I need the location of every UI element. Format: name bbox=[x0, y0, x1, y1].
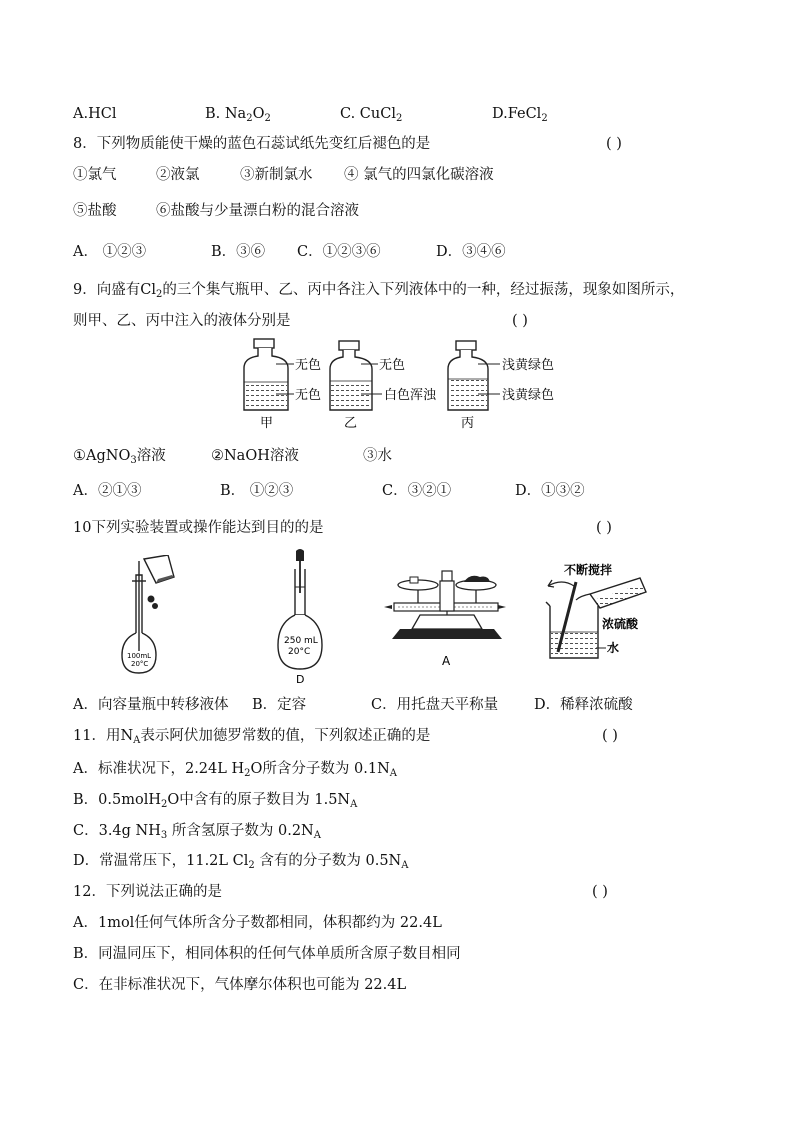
bottle-yi-top-label: 无色 bbox=[379, 358, 406, 373]
q7-option-b: B. $Na_2O_2$ bbox=[205, 106, 271, 124]
q7-option-c: C. CuCl$_2$ bbox=[340, 106, 403, 124]
bottle-bing-top-label: 浅黄绿色 bbox=[502, 358, 555, 373]
q12-stem: 12．下列说法正确的是 bbox=[73, 884, 222, 900]
q9-bottles-figure bbox=[236, 338, 566, 434]
q10-choice-b: B．定容 bbox=[252, 697, 307, 713]
q9-choice-a: A．②①③ bbox=[73, 483, 142, 499]
q8-choice-c: C．①②③⑥ bbox=[297, 244, 381, 260]
q8-item-6: ⑥盐酸与少量漂白粉的混合溶液 bbox=[156, 203, 359, 219]
q8-answer-paren: ( ) bbox=[606, 136, 622, 152]
q11-choice-c: C．3.4g $NH_3$ 所含氢原子数为 $0.2N_A$ bbox=[73, 823, 321, 841]
stir-label: 不断搅拌 bbox=[564, 563, 613, 577]
q8-item-3: ③新制氯水 bbox=[240, 167, 313, 183]
q8-item-4: ④ 氯气的四氯化碳溶液 bbox=[344, 167, 494, 183]
transfer-liquid-figure bbox=[118, 555, 184, 679]
bottle-bing-bottom-label: 浅黄绿色 bbox=[502, 388, 555, 403]
q8-item-2: ②液氯 bbox=[156, 167, 200, 183]
q11-answer-paren: ( ) bbox=[602, 728, 618, 744]
q10-choice-d: D．稀释浓硫酸 bbox=[534, 697, 633, 713]
q10-answer-paren: ( ) bbox=[596, 520, 612, 536]
q11-choice-d: D．常温常压下，11.2L $Cl_2$ 含有的分子数为 $0.5N_A$ bbox=[73, 853, 409, 871]
water-label: 水 bbox=[607, 641, 620, 655]
dilute-acid-figure bbox=[540, 556, 660, 666]
q8-choice-d: D．③④⑥ bbox=[436, 244, 506, 260]
balance-figure bbox=[380, 567, 510, 669]
flask-temp-label: 20°C bbox=[131, 660, 149, 668]
q11-choice-b: B．0.5molH$_2$O中含有的原子数目为 $1.5N_A$ bbox=[73, 792, 358, 810]
q8-choice-a: A． ①②③ bbox=[73, 244, 147, 260]
vol-flask-letter: D bbox=[296, 673, 305, 685]
flask-volume-label: 100mL bbox=[127, 652, 152, 660]
q9-liquid-2: ②NaOH溶液 bbox=[211, 448, 299, 464]
q9-choice-c: C．③②① bbox=[382, 483, 452, 499]
bottle-yi-bottom-label: 白色浑浊 bbox=[384, 388, 437, 403]
q9-stem: 9．向盛有$Cl_2$的三个集气瓶甲、乙、丙中各注入下列液体中的一种，经过振荡，现象如图所示， bbox=[73, 282, 685, 300]
q7-option-a: A.HCl bbox=[73, 106, 117, 122]
bottle-jia-name: 甲 bbox=[260, 416, 274, 431]
q11-stem: 11．用$N_A$表示阿伏加德罗常数的值，下列叙述正确的是 bbox=[73, 728, 431, 746]
q10-stem: 10下列实验装置或操作能达到目的的是 bbox=[73, 520, 324, 536]
balance-letter: A bbox=[442, 654, 451, 668]
q12-choice-c: C．在非标准状况下，气体摩尔体积也可能为 22.4L bbox=[73, 977, 407, 993]
q8-item-1: ①氯气 bbox=[73, 167, 117, 183]
q12-answer-paren: ( ) bbox=[592, 884, 608, 900]
fix-volume-figure bbox=[270, 549, 330, 685]
acid-label: 浓硫酸 bbox=[602, 617, 639, 631]
q9-liquid-3: ③水 bbox=[363, 448, 392, 464]
bottle-jia-bottom-label: 无色 bbox=[295, 388, 322, 403]
q9-answer-paren: ( ) bbox=[512, 313, 528, 329]
bottle-bing bbox=[448, 341, 554, 431]
q8-choice-b: B．③⑥ bbox=[211, 244, 266, 260]
q8-stem: 8．下列物质能使干燥的蓝色石蕊试纸先变红后褪色的是 bbox=[73, 136, 431, 152]
q9-choice-b: B． ①②③ bbox=[220, 483, 294, 499]
q9-liquid-1: ①AgNO$_3$溶液 bbox=[73, 448, 166, 466]
vol-flask-temp-label: 20°C bbox=[288, 647, 311, 657]
bottle-yi bbox=[330, 341, 437, 431]
q10-choice-a: A．向容量瓶中转移液体 bbox=[73, 697, 229, 713]
bottle-jia-top-label: 无色 bbox=[295, 358, 322, 373]
bottle-bing-name: 丙 bbox=[461, 416, 475, 431]
vol-flask-volume-label: 250 mL bbox=[284, 636, 318, 646]
q10-choice-c: C．用托盘天平称量 bbox=[371, 697, 499, 713]
q9-stem-line2: 则甲、乙、丙中注入的液体分别是 bbox=[73, 313, 291, 329]
q7-option-d: D.FeCl$_2$ bbox=[492, 106, 548, 124]
q9-choice-d: D．①③② bbox=[515, 483, 585, 499]
bottle-jia bbox=[244, 339, 321, 431]
q12-choice-b: B．同温同压下，相同体积的任何气体单质所含原子数目相同 bbox=[73, 946, 461, 962]
q8-item-5: ⑤盐酸 bbox=[73, 203, 117, 219]
q12-choice-a: A．1mol任何气体所含分子数都相同，体积都约为 22.4L bbox=[73, 915, 442, 931]
q11-choice-a: A．标准状况下，2.24L $H_2O$所含分子数为 $0.1N_A$ bbox=[73, 761, 397, 779]
bottle-yi-name: 乙 bbox=[344, 416, 358, 431]
